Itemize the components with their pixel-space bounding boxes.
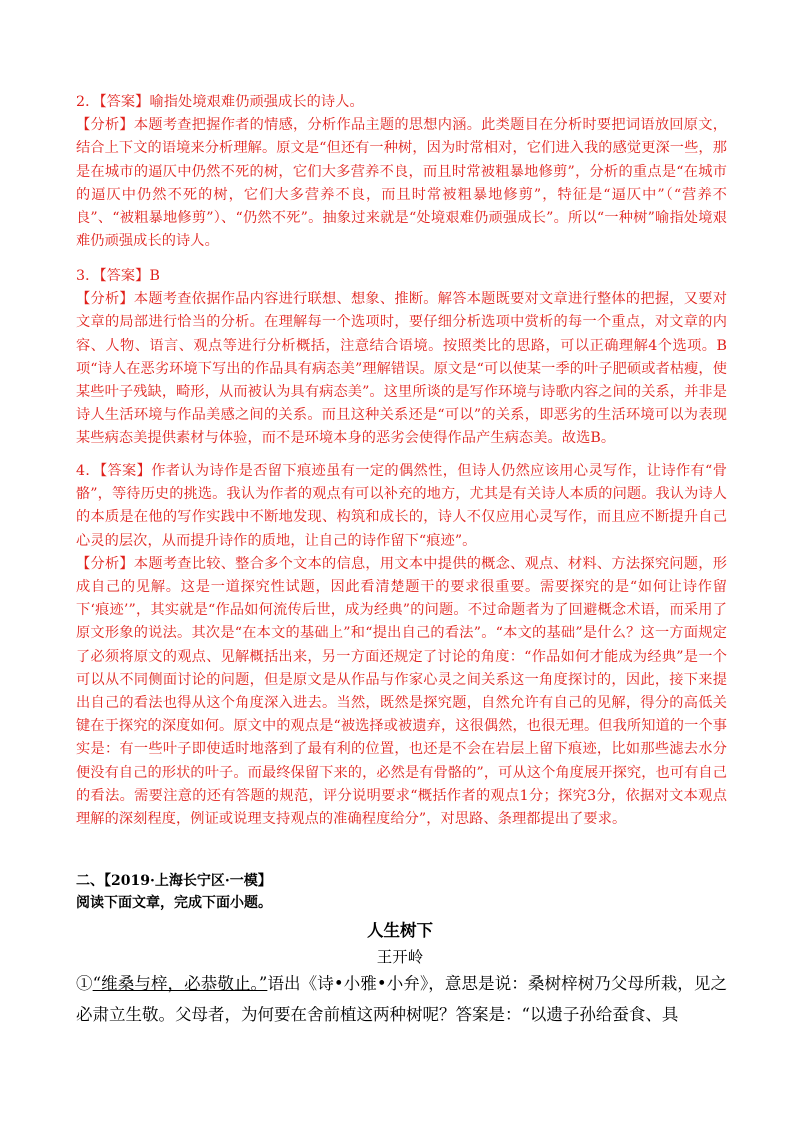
- q4-answer: 4．【答案】作者认为诗作是否留下痕迹虽有一定的偶然性，但诗人仍然应该用心灵写作，让诗作有“骨骼”，等待历史的挑选。我认为作者的观点有可以补充的地方，尤其是有关诗人本质的问题。我认为诗人的本质是在他的写作实践中不断地发现、构筑和成长的，诗人不仅应用心灵写作，而且应不断提升自己心灵的层次，从而提升诗作的质地，让自己的诗作留下“痕迹”。: [76, 463, 727, 549]
- section-header: [76, 870, 727, 914]
- article-author: 王开岭: [376, 948, 424, 966]
- q2-answer: 2．【答案】喻指处境艰难仍顽强成长的诗人。: [76, 94, 364, 110]
- quoted-line: “维桑与梓，必恭敬止。”: [92, 974, 268, 993]
- paragraph-text: 语出《诗•小雅•小弁》，意思是说：桑树梓树乃父母所栽，见之必肃立生敬。父母者，为何要在舍前植这两种树呢？答案是：“以遗子孙给蚕食、具: [76, 974, 728, 1024]
- q2-block: [76, 91, 727, 253]
- section-instruction: 阅读下面文章，完成下面小题。: [76, 895, 272, 911]
- article-title: 人生树下: [367, 921, 433, 940]
- q4-block: [76, 460, 727, 831]
- paragraph-number: ①: [76, 974, 93, 993]
- q2-analysis: 【分析】本题考查把握作者的情感，分析作品主题的思想内涵。此类题目在分析时要把词语放回原文，结合上下文的语境来分析理解。原文是“但还有一种树，因为时常相对，它们进入我的感觉更深一些，那是在城市的逼仄中仍然不死的树，它们大多营养不良，而且时常被粗暴地修剪”，分析的重点是“在城市的逼仄中仍然不死的树，它们大多营养不良，而且时常被粗暴地修剪”，特征是“逼仄中”（“营养不良”、“被粗暴地修剪”）、“仍然不死”。抽象过来就是“处境艰难仍顽强成长”。所以“一种树”喻指处境艰难仍顽强成长的诗人。: [76, 117, 727, 250]
- article-body: [76, 968, 727, 1030]
- paragraph-1: [76, 968, 727, 1030]
- section-heading: 二、【2019·上海长宁区·一模】: [76, 873, 272, 889]
- q3-block: [76, 265, 727, 451]
- q3-answer: 3．【答案】B: [76, 268, 160, 284]
- q4-analysis: 【分析】本题考查比较、整合多个文本的信息，用文本中提供的概念、观点、材料、方法探究问题，形成自己的见解。这是一道探究性试题，因此看清楚题干的要求很重要。需要探究的是“如何让诗作留下‘痕迹’”，其实就是“作品如何流传后世，成为经典”的问题。不过命题者为了回避概念术语，而采用了原文形象的说法。其次是“在本文的基础上”和“提出自己的看法”。“本文的基础”是什么？这一方面规定了必须将原文的观点、见解概括出来，另一方面还规定了讨论的角度：“作品如何才能成为经典”是一个可以从不同侧面讨论的问题，但是原文是从作品与作家心灵之间关系这一角度探讨的，因此，接下来提出自己的看法也得从这个角度深入进去。当然，既然是探究题，自然允许有自己的见解，得分的高低关键在于探究的深度如何。原文中的观点是“被选择或被遗弃，这很偶然，也很无理。但我所知道的一个事实是：有一些叶子即使适时地落到了最有利的位置，也还是不会在岩层上留下痕迹，比如那些滤去水分便没有自己的形状的叶子。而最终保留下来的，必然是有骨骼的”，可从这个角度展开探究，也可有自己的看法。需要注意的还有答题的规范，评分说明要求“概括作者的观点1分；探究3分，依据对文本观点理解的深刻程度，例证或说理支持观点的准确程度给分”，对思路、条理都提出了要求。: [76, 555, 727, 828]
- q3-analysis: 【分析】本题考查依据作品内容进行联想、想象、推断。解答本题既要对文章进行整体的把握，又要对文章的局部进行恰当的分析。在理解每一个选项时，要仔细分析选项中赏析的每一个重点，对文章的内容、人物、语言、观点等进行分析概括，注意结合语境。按照类比的思路，可以正确理解4个选项。B项“诗人在恶劣环境下写出的作品具有病态美”理解错误。原文是“可以使某一季的叶子肥硕或者枯瘦，使某些叶子残缺，畸形，从而被认为具有病态美”。这里所谈的是写作环境与诗歌内容之间的关系，并非是诗人生活环境与作品美感之间的关系。而且这种关系还是“可以”的关系，即恶劣的生活环境可以为表现某些病态美提供素材与体验，而不是环境本身的恶劣会使得作品产生病态美。故选B。: [76, 291, 727, 447]
